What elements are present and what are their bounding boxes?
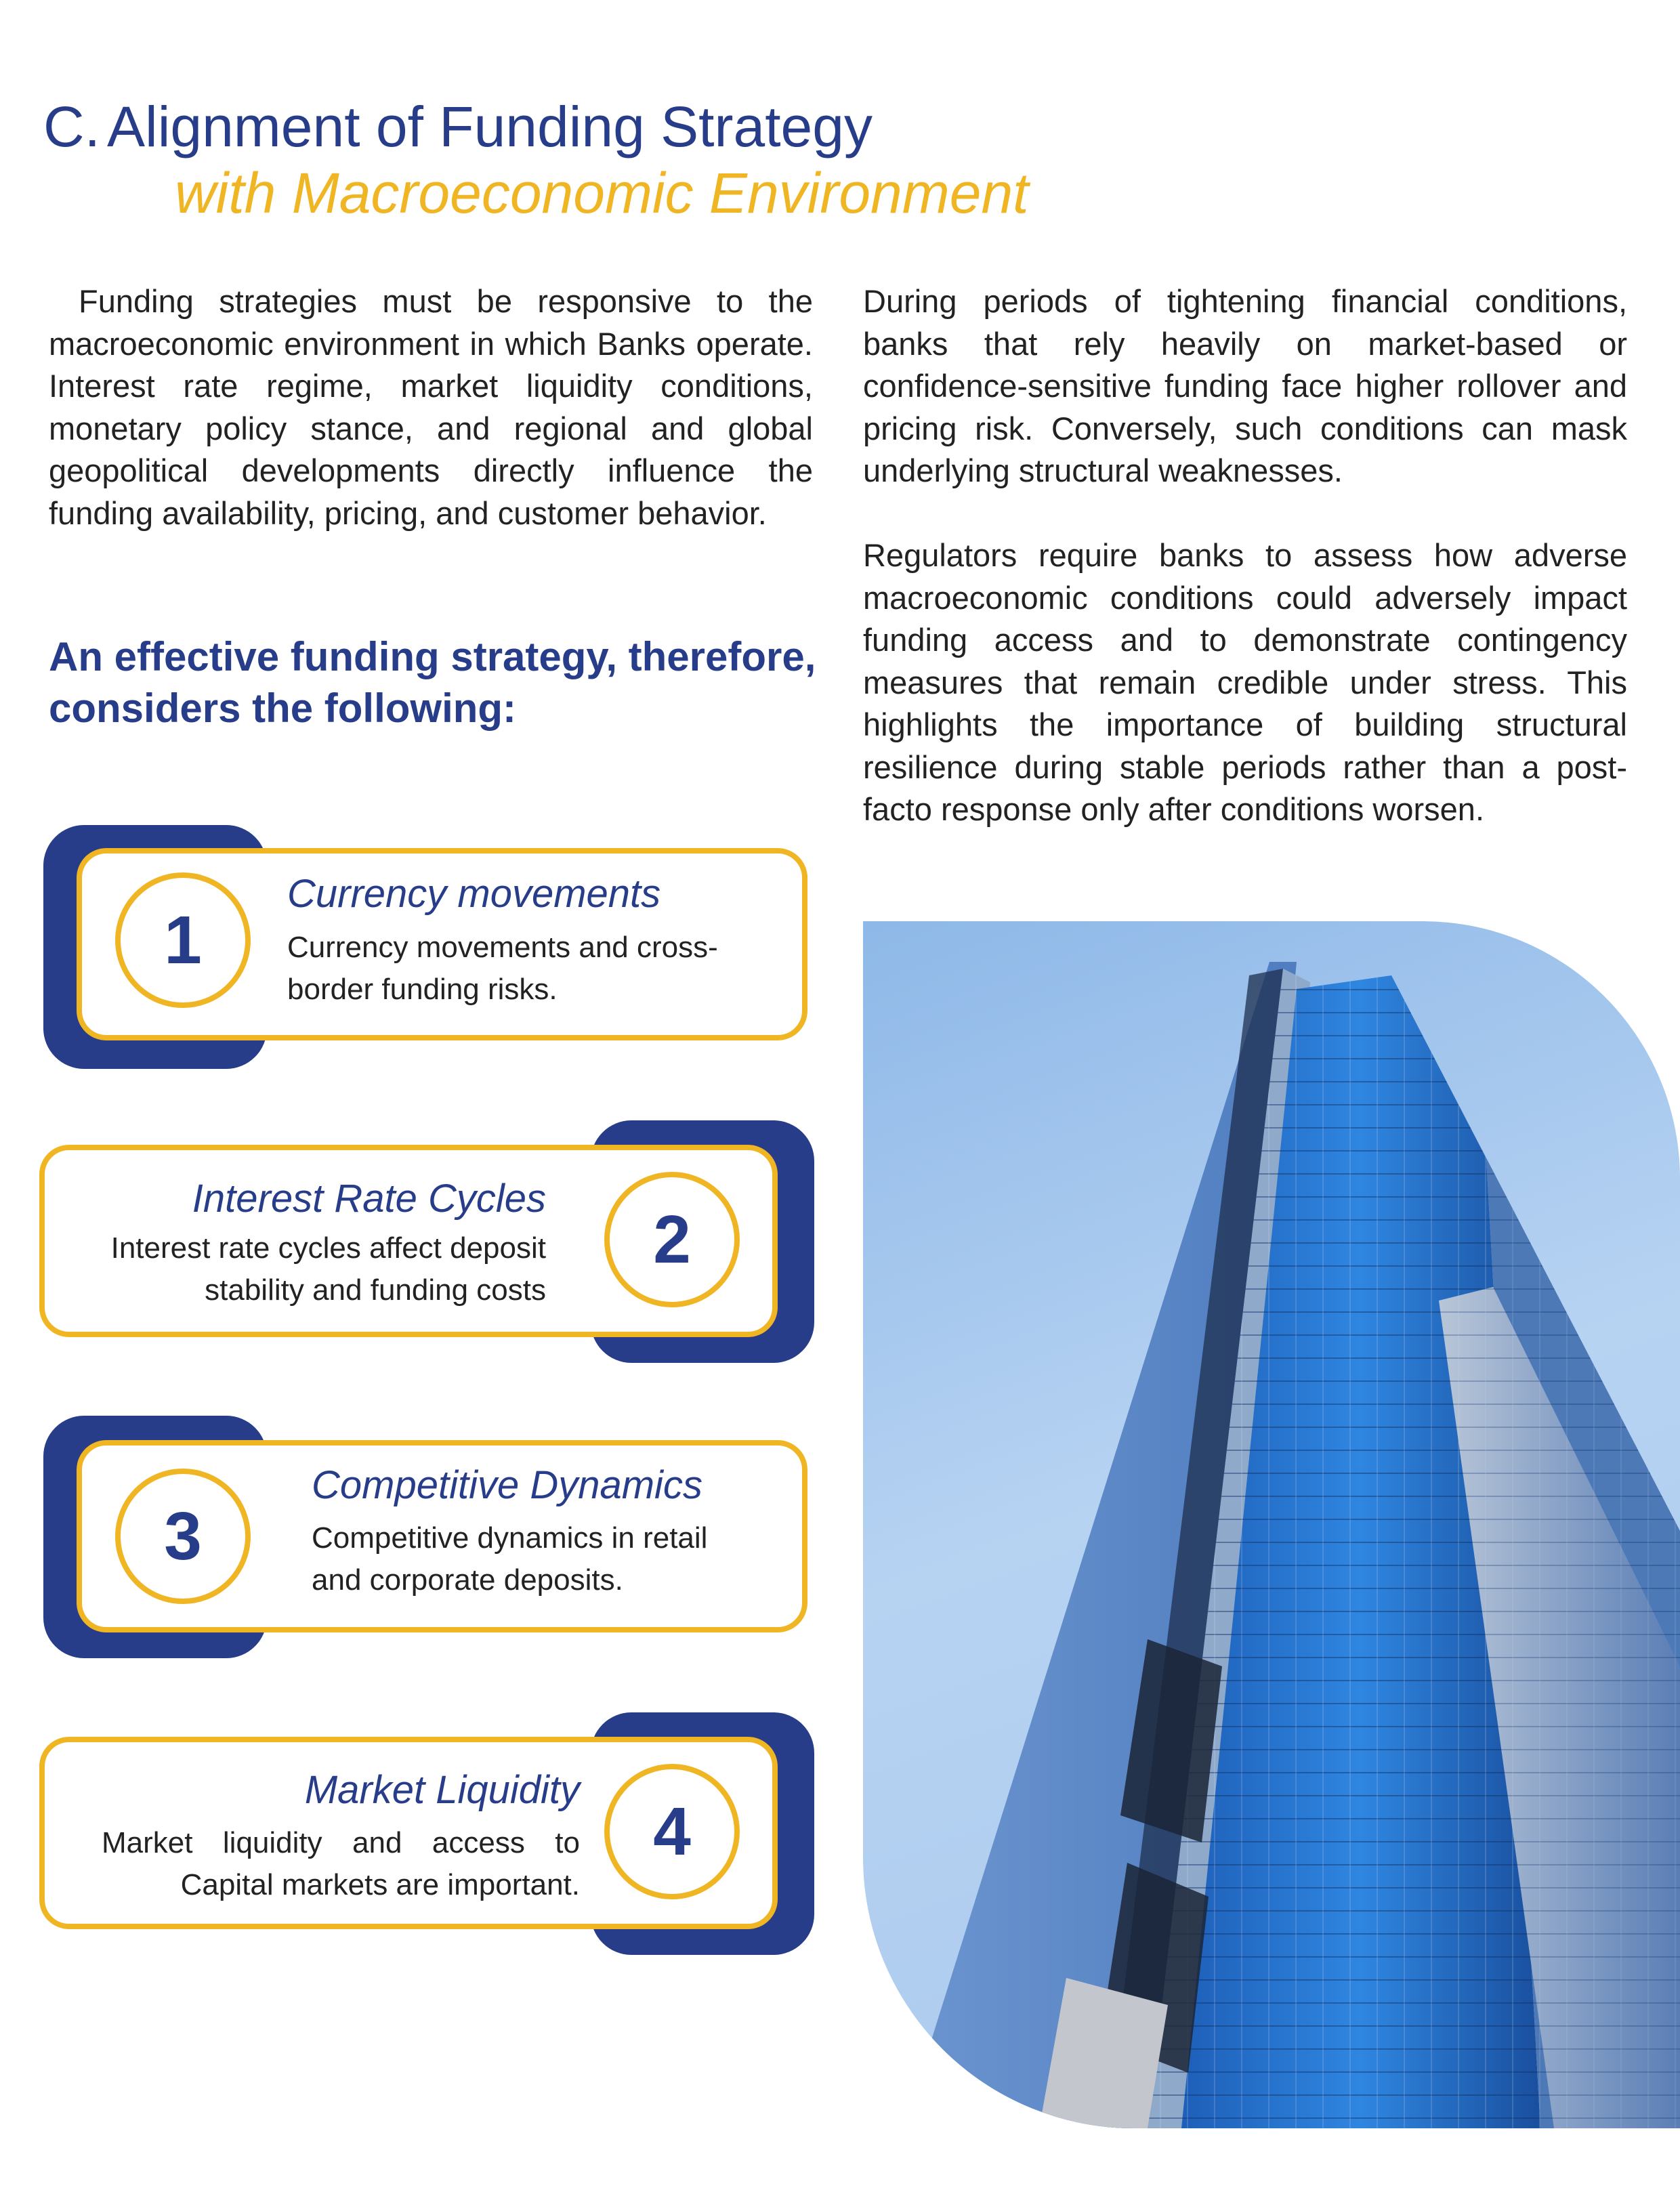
section-prefix: C.: [43, 95, 100, 159]
intro-paragraph: Funding strategies must be responsive to the macroeconomic environment in which Banks operate. Interest rate regime, market liquidity conditions, monetary policy stance, and regional and global geopolitical developments directly influence the funding availability, pricing, and customer behavior.: [49, 283, 813, 531]
section-title: [43, 93, 873, 160]
card-title: Competitive Dynamics: [312, 1463, 702, 1507]
right-paragraph-2: Regulators require banks to assess how adverse macroeconomic conditions could adversely impact funding access and to demonstrate contingency measures that remain credible under stress. This highlights the importance of building structural resilience during stable periods rather than a post-facto response only after conditions worsen.: [863, 537, 1627, 827]
number-badge: 1: [115, 872, 251, 1008]
building-illustration: [863, 921, 1680, 2128]
lead-heading: An effective funding strategy, therefore, considers the following:: [49, 634, 816, 731]
card-title: Interest Rate Cycles: [192, 1177, 546, 1221]
right-paragraph-1: During periods of tightening financial conditions, banks that rely heavily on market-based or confidence-sensitive funding face higher rollover and pricing risk. Conversely, such conditions can mask underlying structural weaknesses.: [863, 283, 1627, 488]
number-badge: 4: [604, 1764, 740, 1899]
number-badge: 3: [115, 1469, 251, 1604]
card-description: Competitive dynamics in retail and corporate deposits.: [312, 1521, 708, 1597]
card-description: Currency movements and cross-border funding risks.: [287, 931, 718, 1006]
card-title: Market Liquidity: [304, 1768, 580, 1812]
section-title-text: Alignment of Funding Strategy: [107, 95, 873, 159]
section-subtitle: with Macroeconomic Environment: [175, 161, 1029, 225]
card-title: Currency movements: [287, 872, 661, 916]
building-photo: [863, 921, 1680, 2128]
card-description: Interest rate cycles affect deposit stability and funding costs: [110, 1231, 546, 1307]
card-description: Market liquidity and access to Capital markets are important.: [102, 1826, 580, 1901]
number-badge: 2: [604, 1172, 740, 1307]
